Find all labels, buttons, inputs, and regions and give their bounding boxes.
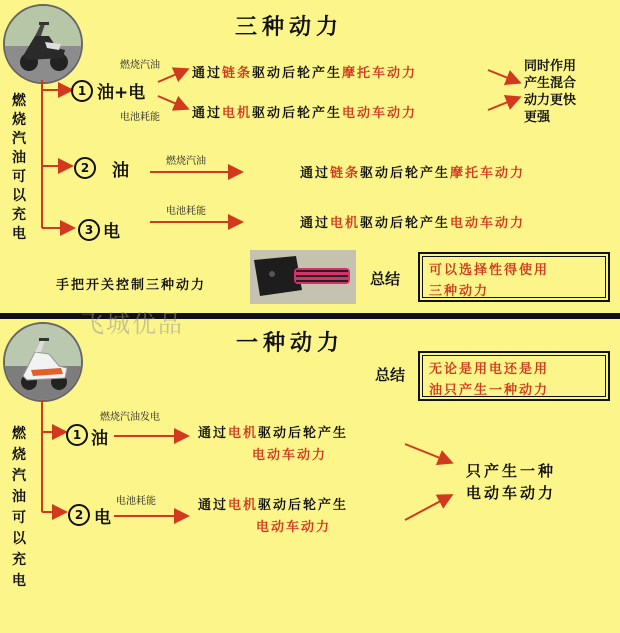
- vertical-char: 电: [12, 226, 26, 242]
- mode3-condition-top: 电池耗能: [166, 206, 206, 217]
- mode2-number-top: 2: [74, 157, 96, 179]
- mode1-battery-condition: 电池耗能: [120, 112, 160, 123]
- mode1-path-bottom: 通过电机驱动后轮产生: [198, 426, 349, 441]
- mode3-path-top: 通过电机驱动后轮产生电动车动力: [300, 216, 526, 231]
- mode2-path-top: 通过链条驱动后轮产生摩托车动力: [300, 166, 526, 181]
- mode1-number-bottom: 1: [66, 424, 88, 446]
- bottom-final-result: 只产生一种 电动车动力: [466, 462, 557, 502]
- vertical-char: 充: [12, 207, 26, 223]
- top-summary-label: 总结: [370, 270, 401, 288]
- watermark: 飞城优品: [80, 310, 184, 338]
- mode1-condition-bottom: 燃烧汽油发电: [100, 412, 160, 423]
- mode1-path-chain: 通过链条驱动后轮产生摩托车动力: [192, 66, 418, 81]
- mode1-combined-result: 同时作用 产生混合 动力更快 更强: [524, 59, 577, 125]
- vertical-char: 油: [12, 489, 26, 505]
- mode2-number-bottom: 2: [68, 504, 90, 526]
- handle-switch-text: 手把开关控制三种动力: [56, 278, 207, 293]
- mode3-label-top: 电: [103, 222, 120, 242]
- vertical-char: 燃: [12, 426, 26, 442]
- mode3-number-top: 3: [78, 219, 100, 241]
- vertical-char: 可: [12, 169, 26, 185]
- vertical-char: 汽: [12, 468, 26, 484]
- mode2-label-bottom: 电: [94, 508, 111, 528]
- bottom-summary-line: 油只产生一种动力: [429, 383, 550, 398]
- vertical-char: 以: [12, 531, 26, 547]
- vertical-char: 以: [12, 188, 26, 204]
- top-summary-box: [418, 252, 610, 302]
- mode1-path-motor: 通过电机驱动后轮产生电动车动力: [192, 106, 418, 121]
- mode2-condition-top: 燃烧汽油: [166, 156, 206, 167]
- bottom-summary-line: 无论是用电还是用: [429, 362, 550, 377]
- vertical-char: 烧: [12, 447, 26, 463]
- top-summary-line: 三种动力: [429, 284, 490, 299]
- vertical-char: 电: [12, 573, 26, 589]
- mode2-label-top: 油: [112, 161, 129, 181]
- top-title: 三种动力: [235, 15, 344, 40]
- handlebar-icon: [250, 250, 356, 304]
- top-summary-line: 可以选择性得使用: [429, 263, 550, 278]
- vertical-char: 烧: [12, 112, 26, 128]
- handle-photo: [250, 250, 356, 304]
- vertical-char: 充: [12, 552, 26, 568]
- mode2-result-bottom: 电动车动力: [256, 520, 332, 535]
- vertical-char: 可: [12, 510, 26, 526]
- bottom-summary-label: 总结: [375, 366, 406, 384]
- mode1-label-bottom: 油: [91, 429, 108, 449]
- vertical-char: 汽: [12, 131, 26, 147]
- mode1-number-top: 1: [71, 80, 93, 102]
- mode2-path-bottom: 通过电机驱动后轮产生: [198, 498, 349, 513]
- mode1-label-top: 油+电: [97, 83, 146, 103]
- mode1-result-bottom: 电动车动力: [252, 448, 328, 463]
- mode2-condition-bottom: 电池耗能: [116, 496, 156, 507]
- vertical-char: 燃: [12, 93, 26, 109]
- vertical-char: 油: [12, 150, 26, 166]
- bottom-title: 一种动力: [236, 331, 345, 356]
- mode1-fuel-condition: 燃烧汽油: [120, 60, 160, 71]
